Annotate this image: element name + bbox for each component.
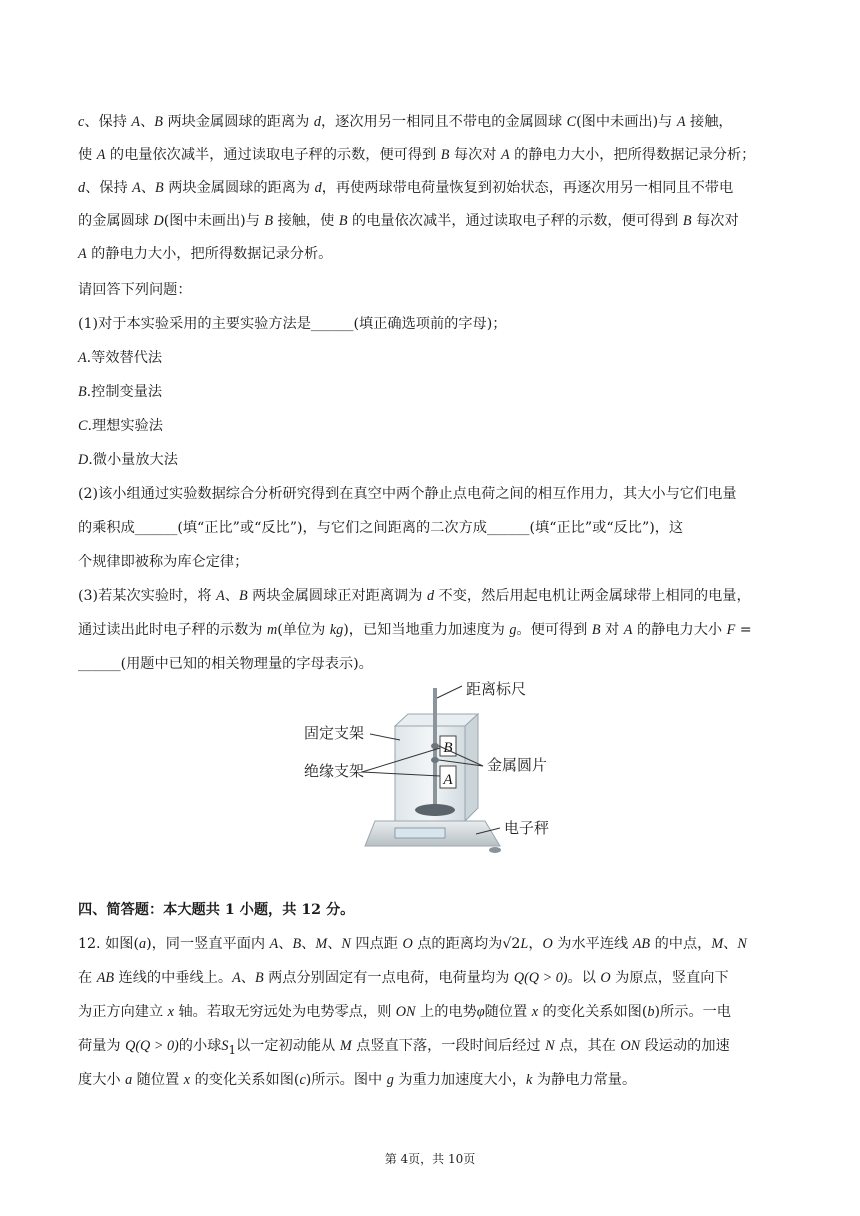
var: kg bbox=[329, 622, 344, 638]
text: 点竖直下落，一段时间后经过 bbox=[351, 1038, 546, 1054]
var: B bbox=[440, 147, 450, 163]
label-insulator: 绝缘支架 bbox=[304, 762, 365, 780]
question-2-line-1: (2)该小组通过实验数据综合分析研究得到在真空中两个静止点电荷之间的相互作用力，其大小与它们电量 bbox=[78, 486, 737, 502]
text: 使 bbox=[78, 147, 97, 163]
var: φ bbox=[476, 1004, 485, 1020]
var: B bbox=[254, 970, 264, 986]
subscript: 1 bbox=[228, 1042, 236, 1057]
var: A bbox=[269, 936, 279, 952]
var: d bbox=[313, 114, 321, 130]
var: F bbox=[726, 622, 736, 638]
var: A bbox=[78, 246, 87, 262]
text: 随位置 bbox=[132, 1072, 184, 1088]
var: O bbox=[542, 936, 553, 952]
var: g bbox=[509, 622, 517, 638]
option-letter: A bbox=[78, 350, 87, 366]
text: 、 bbox=[224, 588, 239, 604]
option-letter: B bbox=[78, 384, 87, 400]
var: ON bbox=[620, 1038, 641, 1054]
text: 的静电力大小，把所得数据记录分析； bbox=[509, 147, 756, 163]
text: 段运动的加速 bbox=[640, 1038, 730, 1054]
case-side bbox=[465, 714, 478, 821]
var: g bbox=[386, 1072, 394, 1088]
text: 接触，使 bbox=[273, 213, 339, 229]
text: 度大小 bbox=[78, 1072, 126, 1088]
question-3-line-1 bbox=[78, 586, 751, 606]
text: 不变，然后用起电机让两金属球带上相同的电量， bbox=[434, 588, 751, 604]
var: O bbox=[402, 936, 413, 952]
text: (图中未画出)与 bbox=[163, 213, 265, 229]
text: 、 bbox=[240, 970, 255, 986]
var: ON bbox=[395, 1004, 416, 1020]
option-text: .微小量放大法 bbox=[88, 452, 178, 468]
text: 以一定初动能从 bbox=[235, 1038, 340, 1054]
text: 的变化关系如图( bbox=[190, 1072, 300, 1088]
text: 每次对 bbox=[691, 213, 739, 229]
scale-foot bbox=[489, 847, 501, 853]
var: B bbox=[682, 213, 692, 229]
var: d bbox=[78, 180, 86, 196]
var: A bbox=[232, 970, 241, 986]
text: ，逐次用另一相同且不带电的金属圆球 bbox=[320, 114, 567, 130]
text: 两块金属圆球的距离为 bbox=[163, 180, 315, 196]
var: B bbox=[591, 622, 601, 638]
text: (单位为 bbox=[277, 622, 330, 638]
text-line-d1 bbox=[78, 178, 733, 198]
apparatus-figure bbox=[300, 676, 560, 866]
label-ruler: 距离标尺 bbox=[466, 680, 527, 698]
var: a bbox=[138, 936, 147, 952]
text: 的静电力大小 bbox=[632, 622, 727, 638]
var: B bbox=[155, 180, 164, 196]
var: c bbox=[299, 1072, 306, 1088]
text: 每次对 bbox=[449, 147, 501, 163]
text: ，再使两球带电荷量恢复到初始状态，再逐次用另一相同且不带电 bbox=[321, 180, 734, 196]
text-line-d2 bbox=[78, 211, 739, 231]
var: L bbox=[520, 936, 529, 952]
text-line-c2 bbox=[78, 145, 755, 165]
text: 、保持 bbox=[84, 114, 132, 130]
mark-a: A bbox=[443, 772, 453, 788]
var: d bbox=[314, 180, 322, 196]
text: )，同一竖直平面内 bbox=[146, 936, 270, 952]
label-support: 固定支架 bbox=[304, 724, 365, 742]
ruler-rod bbox=[433, 688, 437, 816]
question-2-line-3: 个规律即被称为库仑定律； bbox=[78, 554, 249, 570]
text: 的电量依次减半，通过读取电子秤的示数，便可得到 bbox=[105, 147, 441, 163]
text: 12. 如图( bbox=[78, 936, 139, 952]
text: ， bbox=[528, 936, 543, 952]
var: x bbox=[531, 1004, 539, 1020]
text: 两块金属圆球正对距离调为 bbox=[247, 588, 427, 604]
var: b bbox=[647, 1004, 655, 1020]
text: 连线的中垂线上。 bbox=[114, 970, 233, 986]
option-text: .控制变量法 bbox=[86, 384, 163, 400]
var: m bbox=[266, 622, 278, 638]
text: 为正方向建立 bbox=[78, 1004, 168, 1020]
text: 的静电力大小，把所得数据记录分析。 bbox=[86, 246, 333, 262]
text: 。便可得到 bbox=[516, 622, 592, 638]
var: d bbox=[426, 588, 435, 604]
text: )所示。图中 bbox=[305, 1072, 387, 1088]
text: 随位置 bbox=[484, 1004, 532, 1020]
var: O bbox=[600, 970, 611, 986]
var: S bbox=[221, 1038, 229, 1054]
var: B bbox=[154, 114, 163, 130]
var: N bbox=[545, 1038, 555, 1054]
text: 两点分别固定有一点电荷，电荷量均为 bbox=[263, 970, 514, 986]
text: 、 bbox=[301, 936, 316, 952]
text: = bbox=[735, 622, 752, 638]
problem-12-line-2 bbox=[78, 968, 729, 988]
mark-b: B bbox=[443, 740, 453, 756]
option-c bbox=[78, 416, 163, 436]
text: 、 bbox=[327, 936, 342, 952]
text: 两块金属圆球的距离为 bbox=[162, 114, 314, 130]
var: AB bbox=[632, 936, 651, 952]
disc-b bbox=[431, 743, 439, 749]
problem-12-line-5 bbox=[78, 1070, 636, 1090]
option-d bbox=[78, 450, 178, 470]
text-line-d3 bbox=[78, 244, 332, 264]
text: 的小球 bbox=[178, 1038, 222, 1054]
question-3-line-2 bbox=[78, 620, 752, 640]
problem-12-line-4 bbox=[78, 1036, 730, 1060]
var: A bbox=[96, 147, 106, 163]
text: 轴。若取无穷远处为电势零点，则 bbox=[173, 1004, 396, 1020]
problem-12-line-1 bbox=[78, 934, 747, 954]
question-1: (1)对于本实验采用的主要实验方法是______(填正确选项前的字母)； bbox=[78, 316, 507, 332]
var: Q(Q > 0) bbox=[513, 970, 568, 986]
var: B bbox=[338, 213, 348, 229]
text: 的变化关系如图( bbox=[538, 1004, 648, 1020]
text: 、 bbox=[140, 114, 155, 130]
var: k bbox=[526, 1072, 533, 1088]
section-heading: 四、简答题：本大题共 1 小题，共 12 分。 bbox=[78, 902, 355, 918]
var: M bbox=[315, 936, 328, 952]
prompt: 请回答下列问题： bbox=[78, 282, 192, 298]
text: 、保持 bbox=[85, 180, 133, 196]
option-letter: D bbox=[78, 452, 89, 468]
text: 、 bbox=[140, 180, 156, 196]
option-b bbox=[78, 382, 162, 402]
var: A bbox=[623, 622, 633, 638]
label-scale: 电子秤 bbox=[504, 819, 550, 837]
text: 的电量依次减半，通过读取电子秤的示数，便可得到 bbox=[347, 213, 683, 229]
text: 通过读出此时电子秤的示数为 bbox=[78, 622, 267, 638]
var: a bbox=[125, 1072, 133, 1088]
var: x bbox=[183, 1072, 191, 1088]
text: 在 bbox=[78, 970, 97, 986]
var: AB bbox=[96, 970, 115, 986]
var: B bbox=[264, 213, 274, 229]
var: c bbox=[78, 114, 85, 130]
var: Q(Q > 0) bbox=[125, 1038, 179, 1054]
text: 。以 bbox=[567, 970, 601, 986]
text: )，已知当地重力加速度为 bbox=[343, 622, 510, 638]
text: )所示。一电 bbox=[654, 1004, 731, 1020]
var: M bbox=[711, 936, 724, 952]
question-2-line-2: 的乘积成______(填“正比”或“反比”)，与它们之间距离的二次方成______(填“正比”或“反比”)，这 bbox=[78, 520, 684, 536]
text: 对 bbox=[600, 622, 624, 638]
var: M bbox=[339, 1038, 352, 1054]
leader-ruler bbox=[437, 686, 462, 698]
weigh-pan bbox=[415, 804, 455, 816]
text: 为静电力常量。 bbox=[532, 1072, 637, 1088]
text: 四点距 bbox=[350, 936, 403, 952]
disc-a bbox=[431, 757, 439, 763]
text: 为水平连线 bbox=[552, 936, 633, 952]
text: 、 bbox=[723, 936, 738, 952]
text: 的金属圆球 bbox=[78, 213, 154, 229]
text: 、 bbox=[278, 936, 293, 952]
var: A bbox=[676, 114, 686, 130]
var: A bbox=[500, 147, 510, 163]
page-footer: 第 4页，共 10页 bbox=[384, 1152, 476, 1166]
text: 的中点， bbox=[650, 936, 712, 952]
var: N bbox=[341, 936, 351, 952]
problem-12-line-3 bbox=[78, 1002, 731, 1022]
text: (图中未画出)与 bbox=[576, 114, 677, 130]
scale-display bbox=[395, 828, 445, 838]
question-3-line-3: ______(用题中已知的相关物理量的字母表示)。 bbox=[78, 656, 373, 672]
text: 为重力加速度大小， bbox=[393, 1072, 527, 1088]
text: 点的距离均为√2 bbox=[412, 936, 521, 952]
option-a bbox=[78, 348, 162, 368]
label-disc: 金属圆片 bbox=[487, 756, 548, 774]
option-letter: C bbox=[78, 418, 88, 434]
var: A bbox=[131, 114, 141, 130]
text-line-c1 bbox=[78, 112, 733, 132]
var: B bbox=[238, 588, 248, 604]
option-text: .等效替代法 bbox=[86, 350, 163, 366]
text: 接触， bbox=[685, 114, 733, 130]
text: 荷量为 bbox=[78, 1038, 126, 1054]
var: D bbox=[153, 213, 164, 229]
text: 点，其在 bbox=[554, 1038, 621, 1054]
var: A bbox=[216, 588, 225, 604]
text: 为原点，竖直向下 bbox=[610, 970, 729, 986]
var: A bbox=[132, 180, 141, 196]
text: 上的电势 bbox=[415, 1004, 477, 1020]
text: (3)若某次实验时，将 bbox=[78, 588, 217, 604]
var: N bbox=[737, 936, 747, 952]
option-text: .理想实验法 bbox=[87, 418, 163, 434]
var: C bbox=[566, 114, 577, 130]
var: x bbox=[167, 1004, 174, 1020]
var: B bbox=[292, 936, 302, 952]
